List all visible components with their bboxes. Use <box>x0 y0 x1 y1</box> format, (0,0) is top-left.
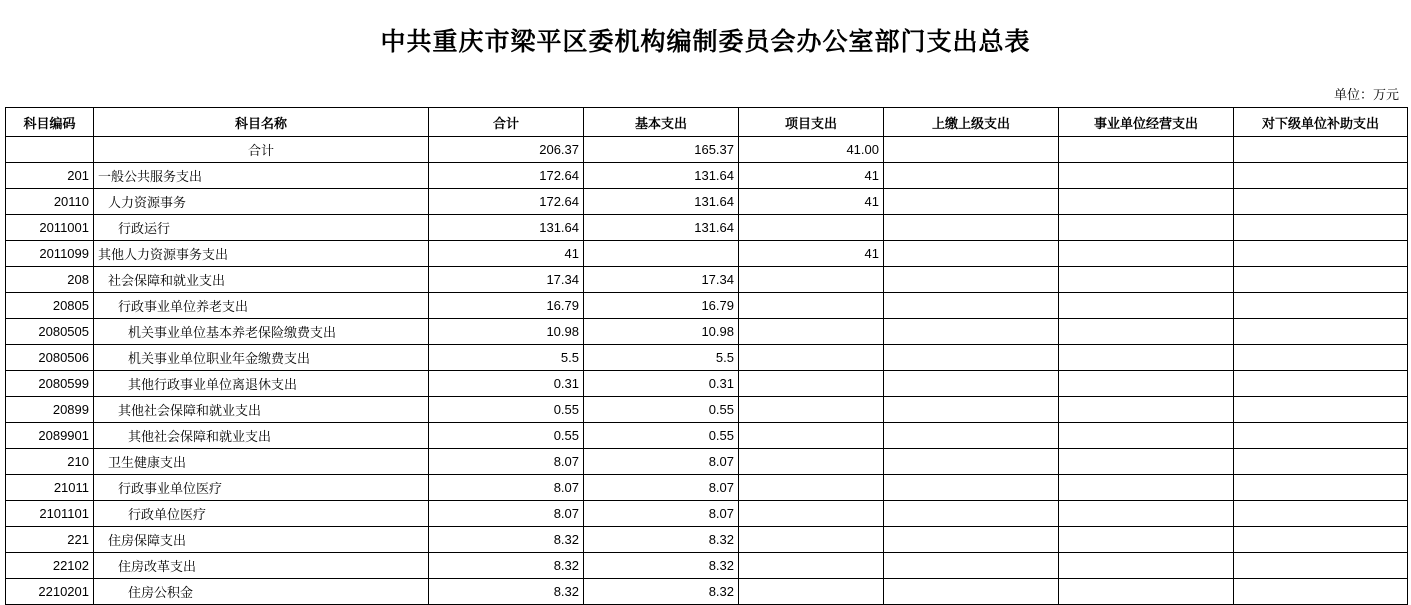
cell-upper <box>884 163 1059 189</box>
cell-operating <box>1059 241 1234 267</box>
cell-subsidy <box>1234 475 1408 501</box>
cell-upper <box>884 189 1059 215</box>
cell-code: 20899 <box>6 397 94 423</box>
cell-code: 2210201 <box>6 579 94 605</box>
table-row <box>6 215 1408 241</box>
cell-total: 0.55 <box>429 423 584 449</box>
table-row <box>6 579 1408 605</box>
table-row <box>6 423 1408 449</box>
cell-operating <box>1059 449 1234 475</box>
cell-subsidy <box>1234 163 1408 189</box>
table-row <box>6 189 1408 215</box>
cell-upper <box>884 267 1059 293</box>
cell-basic: 16.79 <box>584 293 739 319</box>
cell-code <box>6 137 94 163</box>
cell-name: 行政事业单位养老支出 <box>94 293 429 319</box>
expenditure-table <box>5 107 1408 605</box>
table-row <box>6 475 1408 501</box>
cell-upper <box>884 215 1059 241</box>
cell-project <box>739 475 884 501</box>
cell-name: 卫生健康支出 <box>94 449 429 475</box>
cell-code: 21011 <box>6 475 94 501</box>
cell-name: 其他人力资源事务支出 <box>94 241 429 267</box>
cell-operating <box>1059 293 1234 319</box>
cell-basic: 10.98 <box>584 319 739 345</box>
cell-total: 8.07 <box>429 475 584 501</box>
cell-subsidy <box>1234 319 1408 345</box>
cell-project <box>739 397 884 423</box>
cell-name: 行政事业单位医疗 <box>94 475 429 501</box>
cell-code: 2089901 <box>6 423 94 449</box>
cell-subsidy <box>1234 579 1408 605</box>
cell-code: 201 <box>6 163 94 189</box>
cell-basic <box>584 241 739 267</box>
cell-upper <box>884 345 1059 371</box>
cell-upper <box>884 241 1059 267</box>
cell-project <box>739 319 884 345</box>
cell-basic: 8.07 <box>584 501 739 527</box>
column-header-total: 合计 <box>429 108 584 137</box>
cell-total: 8.32 <box>429 579 584 605</box>
cell-total: 5.5 <box>429 345 584 371</box>
cell-project <box>739 449 884 475</box>
column-header-upper: 上缴上级支出 <box>884 108 1059 137</box>
cell-name: 社会保障和就业支出 <box>94 267 429 293</box>
cell-code: 2011099 <box>6 241 94 267</box>
cell-basic: 5.5 <box>584 345 739 371</box>
column-header-subsidy: 对下级单位补助支出 <box>1234 108 1408 137</box>
cell-basic: 0.55 <box>584 397 739 423</box>
cell-operating <box>1059 553 1234 579</box>
cell-upper <box>884 423 1059 449</box>
cell-subsidy <box>1234 371 1408 397</box>
cell-name: 其他社会保障和就业支出 <box>94 423 429 449</box>
cell-total: 8.32 <box>429 553 584 579</box>
cell-upper <box>884 527 1059 553</box>
cell-subsidy <box>1234 137 1408 163</box>
cell-total: 172.64 <box>429 189 584 215</box>
cell-project: 41 <box>739 189 884 215</box>
cell-basic: 8.07 <box>584 449 739 475</box>
cell-project <box>739 215 884 241</box>
cell-upper <box>884 579 1059 605</box>
cell-upper <box>884 371 1059 397</box>
column-header-project: 项目支出 <box>739 108 884 137</box>
table-row <box>6 345 1408 371</box>
cell-name: 机关事业单位职业年金缴费支出 <box>94 345 429 371</box>
cell-code: 22102 <box>6 553 94 579</box>
cell-name: 其他社会保障和就业支出 <box>94 397 429 423</box>
cell-operating <box>1059 371 1234 397</box>
cell-project <box>739 501 884 527</box>
cell-total: 8.07 <box>429 501 584 527</box>
cell-project <box>739 345 884 371</box>
cell-operating <box>1059 189 1234 215</box>
cell-code: 2101101 <box>6 501 94 527</box>
cell-subsidy <box>1234 449 1408 475</box>
column-header-operating: 事业单位经营支出 <box>1059 108 1234 137</box>
cell-operating <box>1059 423 1234 449</box>
cell-subsidy <box>1234 293 1408 319</box>
cell-operating <box>1059 345 1234 371</box>
cell-project <box>739 579 884 605</box>
cell-operating <box>1059 397 1234 423</box>
cell-name: 人力资源事务 <box>94 189 429 215</box>
cell-subsidy <box>1234 501 1408 527</box>
cell-code: 221 <box>6 527 94 553</box>
cell-name: 行政运行 <box>94 215 429 241</box>
cell-upper <box>884 137 1059 163</box>
cell-project <box>739 267 884 293</box>
cell-upper <box>884 397 1059 423</box>
cell-code: 2080599 <box>6 371 94 397</box>
cell-code: 20805 <box>6 293 94 319</box>
cell-operating <box>1059 527 1234 553</box>
cell-operating <box>1059 215 1234 241</box>
cell-name: 住房改革支出 <box>94 553 429 579</box>
cell-project <box>739 423 884 449</box>
cell-total: 131.64 <box>429 215 584 241</box>
table-row <box>6 293 1408 319</box>
table-row <box>6 241 1408 267</box>
cell-total: 41 <box>429 241 584 267</box>
column-header-code: 科目编码 <box>6 108 94 137</box>
unit-note: 单位：万元 <box>1333 87 1399 102</box>
cell-upper <box>884 553 1059 579</box>
cell-code: 20110 <box>6 189 94 215</box>
cell-project <box>739 371 884 397</box>
cell-upper <box>884 319 1059 345</box>
table-row <box>6 371 1408 397</box>
cell-upper <box>884 293 1059 319</box>
table-row <box>6 553 1408 579</box>
cell-subsidy <box>1234 345 1408 371</box>
cell-project <box>739 527 884 553</box>
table-row <box>6 319 1408 345</box>
cell-code: 2011001 <box>6 215 94 241</box>
cell-total: 206.37 <box>429 137 584 163</box>
cell-name: 机关事业单位基本养老保险缴费支出 <box>94 319 429 345</box>
cell-operating <box>1059 579 1234 605</box>
cell-code: 210 <box>6 449 94 475</box>
table-body <box>6 137 1408 605</box>
cell-upper <box>884 501 1059 527</box>
table-row <box>6 501 1408 527</box>
cell-total: 0.31 <box>429 371 584 397</box>
cell-total: 8.32 <box>429 527 584 553</box>
cell-total: 16.79 <box>429 293 584 319</box>
page-title: 中共重庆市梁平区委机构编制委员会办公室部门支出总表 <box>380 29 1031 56</box>
table-row <box>6 163 1408 189</box>
cell-upper <box>884 449 1059 475</box>
cell-subsidy <box>1234 553 1408 579</box>
cell-code: 2080505 <box>6 319 94 345</box>
table-row <box>6 527 1408 553</box>
cell-total: 10.98 <box>429 319 584 345</box>
cell-basic: 0.55 <box>584 423 739 449</box>
table-row <box>6 137 1408 163</box>
column-header-basic: 基本支出 <box>584 108 739 137</box>
column-header-name: 科目名称 <box>94 108 429 137</box>
cell-project <box>739 553 884 579</box>
cell-name: 一般公共服务支出 <box>94 163 429 189</box>
cell-subsidy <box>1234 267 1408 293</box>
cell-total: 8.07 <box>429 449 584 475</box>
cell-basic: 8.32 <box>584 579 739 605</box>
cell-basic: 8.32 <box>584 527 739 553</box>
cell-name: 合计 <box>94 137 429 163</box>
cell-basic: 131.64 <box>584 215 739 241</box>
cell-basic: 165.37 <box>584 137 739 163</box>
cell-subsidy <box>1234 527 1408 553</box>
cell-subsidy <box>1234 215 1408 241</box>
cell-project: 41 <box>739 163 884 189</box>
cell-upper <box>884 475 1059 501</box>
cell-subsidy <box>1234 241 1408 267</box>
cell-operating <box>1059 137 1234 163</box>
cell-name: 住房保障支出 <box>94 527 429 553</box>
cell-basic: 8.32 <box>584 553 739 579</box>
cell-total: 172.64 <box>429 163 584 189</box>
cell-subsidy <box>1234 423 1408 449</box>
cell-operating <box>1059 475 1234 501</box>
cell-basic: 131.64 <box>584 163 739 189</box>
cell-basic: 131.64 <box>584 189 739 215</box>
cell-subsidy <box>1234 189 1408 215</box>
cell-operating <box>1059 319 1234 345</box>
cell-basic: 17.34 <box>584 267 739 293</box>
cell-project: 41.00 <box>739 137 884 163</box>
table-row <box>6 397 1408 423</box>
cell-basic: 0.31 <box>584 371 739 397</box>
cell-operating <box>1059 267 1234 293</box>
table-header-row <box>6 108 1408 137</box>
cell-operating <box>1059 163 1234 189</box>
cell-code: 208 <box>6 267 94 293</box>
cell-name: 住房公积金 <box>94 579 429 605</box>
cell-total: 0.55 <box>429 397 584 423</box>
cell-project: 41 <box>739 241 884 267</box>
table-row <box>6 267 1408 293</box>
table-row <box>6 449 1408 475</box>
cell-code: 2080506 <box>6 345 94 371</box>
cell-basic: 8.07 <box>584 475 739 501</box>
cell-name: 其他行政事业单位离退休支出 <box>94 371 429 397</box>
cell-name: 行政单位医疗 <box>94 501 429 527</box>
cell-subsidy <box>1234 397 1408 423</box>
cell-project <box>739 293 884 319</box>
cell-total: 17.34 <box>429 267 584 293</box>
cell-operating <box>1059 501 1234 527</box>
